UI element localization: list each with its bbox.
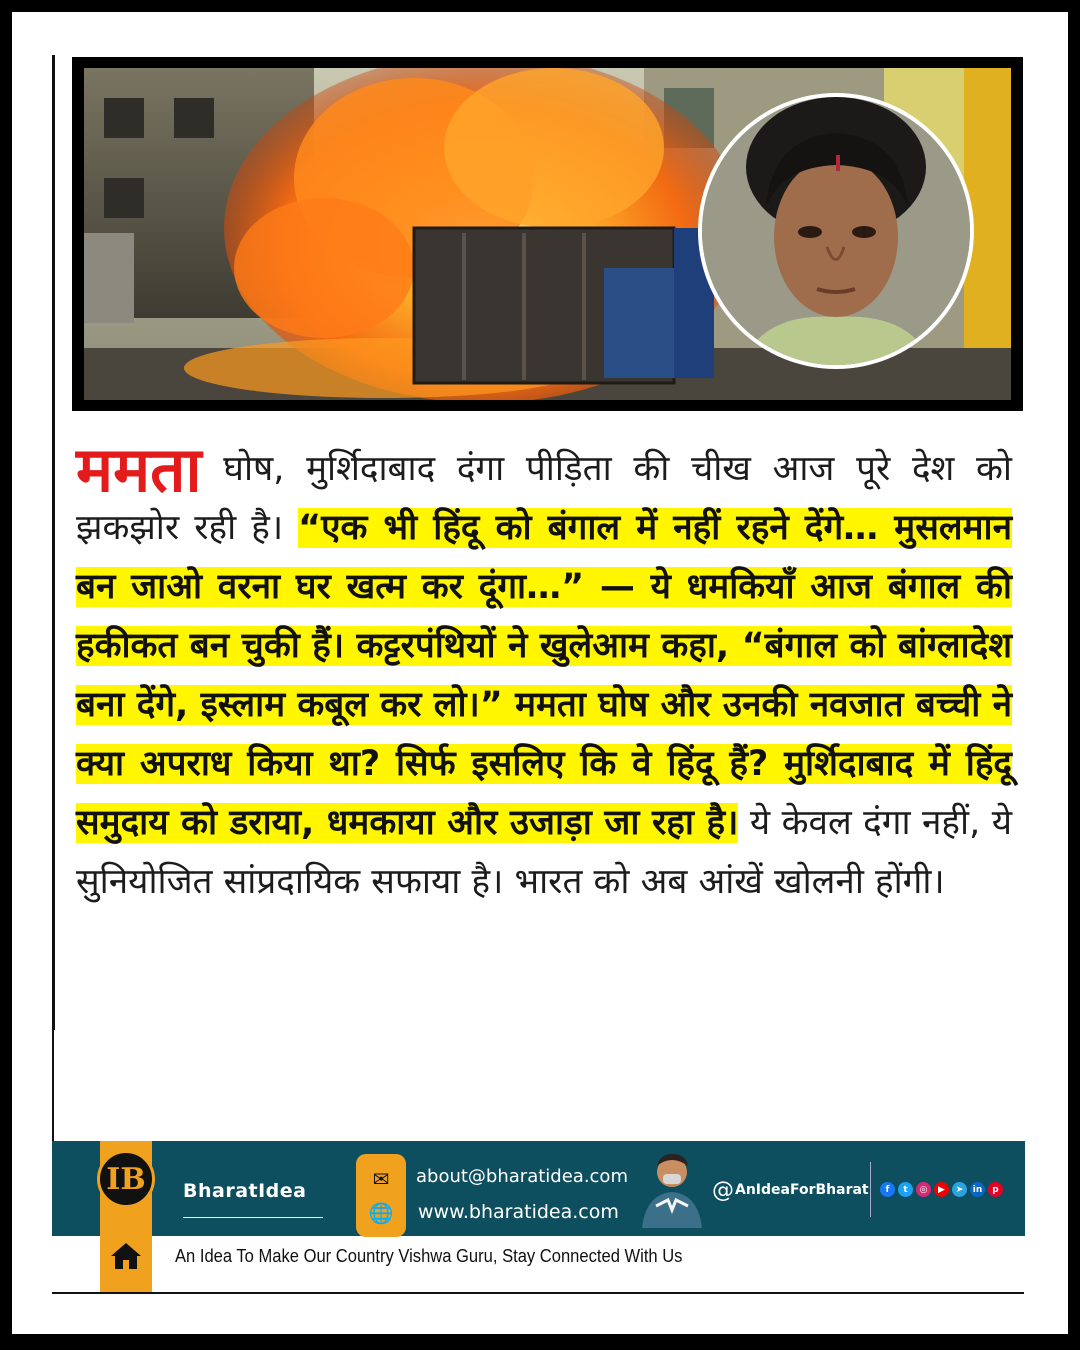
divider — [183, 1217, 323, 1218]
home-icon[interactable] — [108, 1240, 144, 1272]
website-link[interactable]: www.bharatidea.com — [418, 1201, 619, 1223]
divider — [52, 1292, 1024, 1294]
youtube-icon[interactable]: ▶ — [934, 1182, 949, 1197]
linkedin-icon[interactable]: in — [970, 1182, 985, 1197]
victim-portrait — [698, 93, 974, 369]
mail-icon: ✉ — [372, 1167, 390, 1191]
article-intro: घोष, मुर्शिदाबाद दंगा पीड़िता की चीख आज पूरे देश को झकझोर रही है। — [76, 449, 1012, 548]
email-link[interactable]: about@bharatidea.com — [416, 1166, 628, 1187]
twitter-icon[interactable]: t — [898, 1182, 913, 1197]
brand-logo: IB — [97, 1150, 155, 1208]
footer-tagline: An Idea To Make Our Country Vishwa Guru, Stay Connected With Us — [175, 1246, 683, 1266]
social-icons — [880, 1182, 1003, 1197]
globe-icon: 🌐 — [368, 1201, 394, 1225]
highlighted-quote: “एक भी हिंदू को बंगाल में नहीं रहने देंगे… मुसलमान बन जाओ वरना घर खत्म कर दूंगा…” — ये धमकियाँ आज बंगाल की हकीकत बन चुकी हैं। कट्टरपंथियों ने खुलेआम कहा, “बंगाल को बांग्लादेश बना देंगे, इस्लाम कबूल कर लो।” ममता घोष और उनकी नवजात बच्ची ने क्या अपराध किया था? सिर्फ इसलिए कि वे हिंदू हैं? मुर्शिदाबाद में हिंदू समुदाय को डराया, धमकाया और उजाड़ा जा रहा है। — [76, 508, 1013, 843]
telegram-icon[interactable]: ➤ — [952, 1182, 967, 1197]
facebook-icon[interactable]: f — [880, 1182, 895, 1197]
divider — [52, 55, 55, 1030]
lead-word: ममता — [76, 433, 202, 506]
brand-name: BharatIdea — [183, 1180, 307, 1202]
news-photo — [72, 57, 1023, 411]
instagram-icon[interactable]: ◎ — [916, 1182, 931, 1197]
social-handle[interactable]: @AnIdeaForBharat — [712, 1178, 869, 1203]
pinterest-icon[interactable]: p — [988, 1182, 1003, 1197]
article-body — [76, 433, 1013, 912]
mascot-avatar — [636, 1148, 708, 1228]
divider — [870, 1162, 871, 1217]
article-closing: ये केवल दंगा नहीं, ये सुनियोजित सांप्रदायिक सफाया है। भारत को अब आंखें खोलनी होंगी। — [76, 803, 1012, 902]
